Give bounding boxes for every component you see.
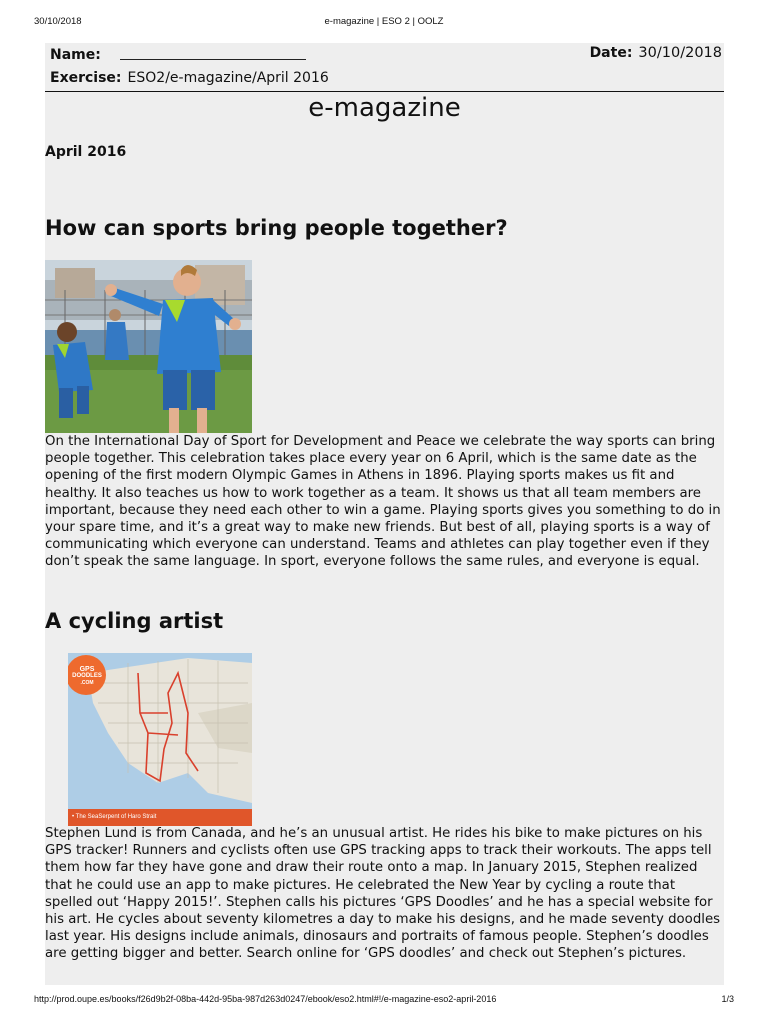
issue-date: April 2016 — [45, 144, 127, 160]
map-caption: • The SeaSerpent of Haro Strait — [68, 809, 252, 826]
page-url: http://prod.oupe.es/books/f26d9b2f-08ba-442d-95ba-987d263d0247/ebook/eso2.html#!/e-magazine-eso2-april-2016 — [34, 994, 497, 1004]
magazine-title: e-magazine — [308, 93, 461, 123]
name-label: Name: — [50, 47, 101, 63]
logo-line-2: DOODLES — [72, 673, 102, 679]
logo-line-3: .COM — [80, 680, 94, 686]
date-label: Date: — [589, 45, 633, 61]
exercise-value: ESO2/e-magazine/April 2016 — [127, 70, 329, 86]
header-rule — [45, 91, 724, 92]
football-players-illustration — [45, 260, 252, 433]
name-row — [50, 47, 101, 63]
article-body-cycling: Stephen Lund is from Canada, and he’s an unusual artist. He rides his bike to make pictures on his GPS tracker! Runners and cyclists often use GPS tracking apps to track their workouts. The apps tell them how far they have gone and draw their route onto a map. In January 2015, Stephen realized that he could use an app to make pictures. He celebrated the New Year by cycling a route that spelled out ‘Happy 2015!’. Stephen calls his pictures ‘GPS Doodles’ and he has a special website for his art. He cycles about seventy kilometres a day to make his designs, and he made seventy doodles last year. His designs include animals, dinosaurs and portraits of famous people. Stephen’s doodles are getting bigger and better. Search online for ‘GPS doodles’ and check out Stephen’s pictures. — [45, 826, 721, 962]
date-value: 30/10/2018 — [638, 45, 722, 61]
article-heading-cycling: A cycling artist — [45, 609, 224, 633]
football-players-photo — [45, 260, 252, 433]
gps-doodles-logo — [70, 666, 104, 687]
print-date: 30/10/2018 — [34, 16, 82, 27]
gps-doodle-map — [68, 653, 252, 826]
exercise-label: Exercise: — [50, 70, 122, 86]
exercise-row — [50, 70, 329, 86]
name-blank-line — [120, 59, 306, 60]
date-row — [590, 45, 722, 61]
article-heading-sports: How can sports bring people together? — [45, 216, 508, 240]
article-body-sports: On the International Day of Sport for Development and Peace we celebrate the way sports can bring people together. This celebration takes place every year on 6 April, which is the same date as the opening of the first modern Olympic Games in Athens in 1896. Playing sports makes us fit and healthy. It also teaches us how to work together as a team. It shows us that all team members are important, because they need each other to win a game. Playing sports gives you something to do in your spare time, and it’s a great way to make new friends. But best of all, playing sports is a way of communicating which everyone can understand. Teams and athletes can play together even if they don’t speak the same language. In sport, everyone follows the same rules, and everyone is equal. — [45, 434, 721, 570]
print-title: e-magazine | ESO 2 | OOLZ — [324, 16, 444, 27]
page-number: 1/3 — [721, 994, 734, 1004]
worksheet-page — [45, 43, 724, 985]
logo-line-1: GPS — [79, 666, 95, 673]
